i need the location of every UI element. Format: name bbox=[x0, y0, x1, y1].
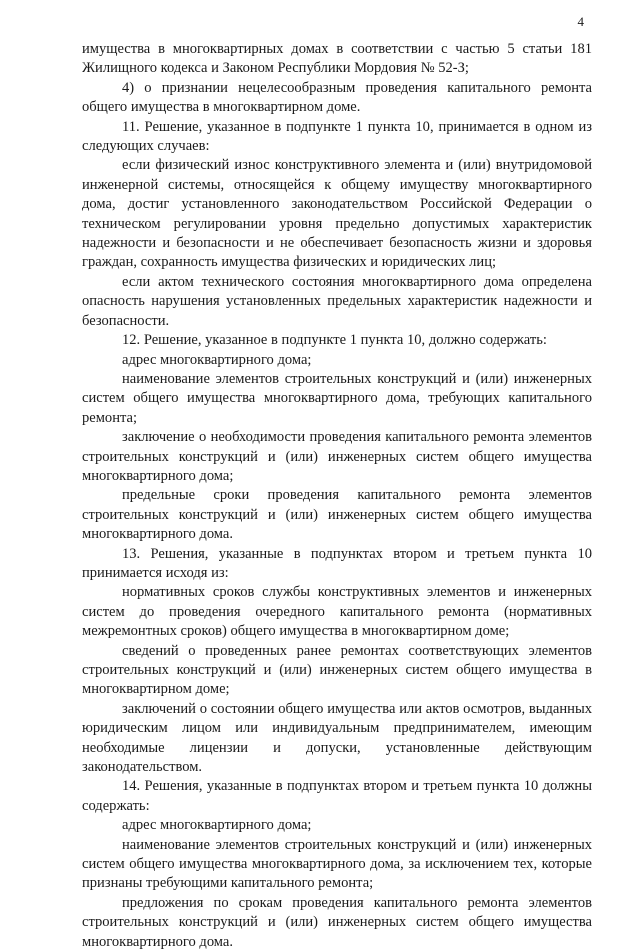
page-number: 4 bbox=[577, 14, 584, 29]
paragraph: наименование элементов строительных конструкций и (или) инженерных систем общего имущества многоквартирного дома, требующих капитального ремонта; bbox=[82, 370, 592, 426]
paragraph: 13. Решения, указанные в подпунктах втором и третьем пункта 10 принимается исходя из: bbox=[82, 545, 592, 581]
document-body bbox=[82, 40, 592, 952]
paragraph: 11. Решение, указанное в подпункте 1 пункта 10, принимается в одном из следующих случаев: bbox=[82, 118, 592, 155]
paragraph: если физический износ конструктивного элемента и (или) внутридомовой инженерной системы, относящейся к общему имуществу многоквартирного дома, достиг установленного законодательством Российской Федерации о техническом регулировании уровня предельно допустимых характеристик надежности и безопасности и не обеспечивает безопасность жизни и здоровья граждан, сохранность имущества физических и юридических лиц; bbox=[82, 157, 592, 271]
paragraph: 14. Решения, указанные в подпунктах втором и третьем пункта 10 должны содержать: bbox=[82, 778, 592, 814]
paragraph: 12. Решение, указанное в подпункте 1 пункта 10, должно содержать: bbox=[122, 332, 547, 349]
paragraph: нормативных сроков службы конструктивных элементов и инженерных систем до проведения очередного капитального ремонта (нормативных межремонтных сроков) общего имущества в многоквартирном доме; bbox=[82, 584, 592, 640]
paragraph: предельные сроки проведения капитального ремонта элементов строительных конструкций и (или) инженерных систем общего имущества многоквартирного дома. bbox=[82, 487, 592, 543]
paragraph: наименование элементов строительных конструкций и (или) инженерных систем общего имущества многоквартирного дома, за исключением тех, которые признаны требующими капитального ремонта; bbox=[82, 836, 592, 892]
paragraph: предложения по срокам проведения капитального ремонта элементов строительных конструкций и (или) инженерных систем общего имущества многоквартирного дома. bbox=[82, 894, 592, 950]
paragraph: адрес многоквартирного дома; bbox=[122, 817, 312, 834]
paragraph: если актом технического состояния многоквартирного дома определена опасность нарушения установленных предельных характеристик надежности и безопасности. bbox=[82, 273, 592, 329]
paragraph: сведений о проведенных ранее ремонтах соответствующих элементов строительных конструкций и (или) инженерных систем общего имущества в многоквартирном доме; bbox=[82, 642, 592, 698]
paragraph: адрес многоквартирного дома; bbox=[122, 351, 312, 368]
paragraph: 4) о признании нецелесообразным проведения капитального ремонта общего имущества в многоквартирном доме. bbox=[82, 79, 592, 116]
paragraph: заключение о необходимости проведения капитального ремонта элементов строительных конструкций и (или) инженерных систем общего имущества многоквартирного дома; bbox=[82, 429, 592, 484]
paragraph: имущества в многоквартирных домах в соответствии с частью 5 статьи 181 Жилищного кодекса и Законом Республики Мордовия № 52-З; bbox=[82, 41, 592, 77]
paragraph: заключений о состоянии общего имущества или актов осмотров, выданных юридическим лицом или индивидуальным предпринимателем, имеющим необходимые лицензии и допуски, установленные действующим законодательством. bbox=[82, 700, 592, 776]
